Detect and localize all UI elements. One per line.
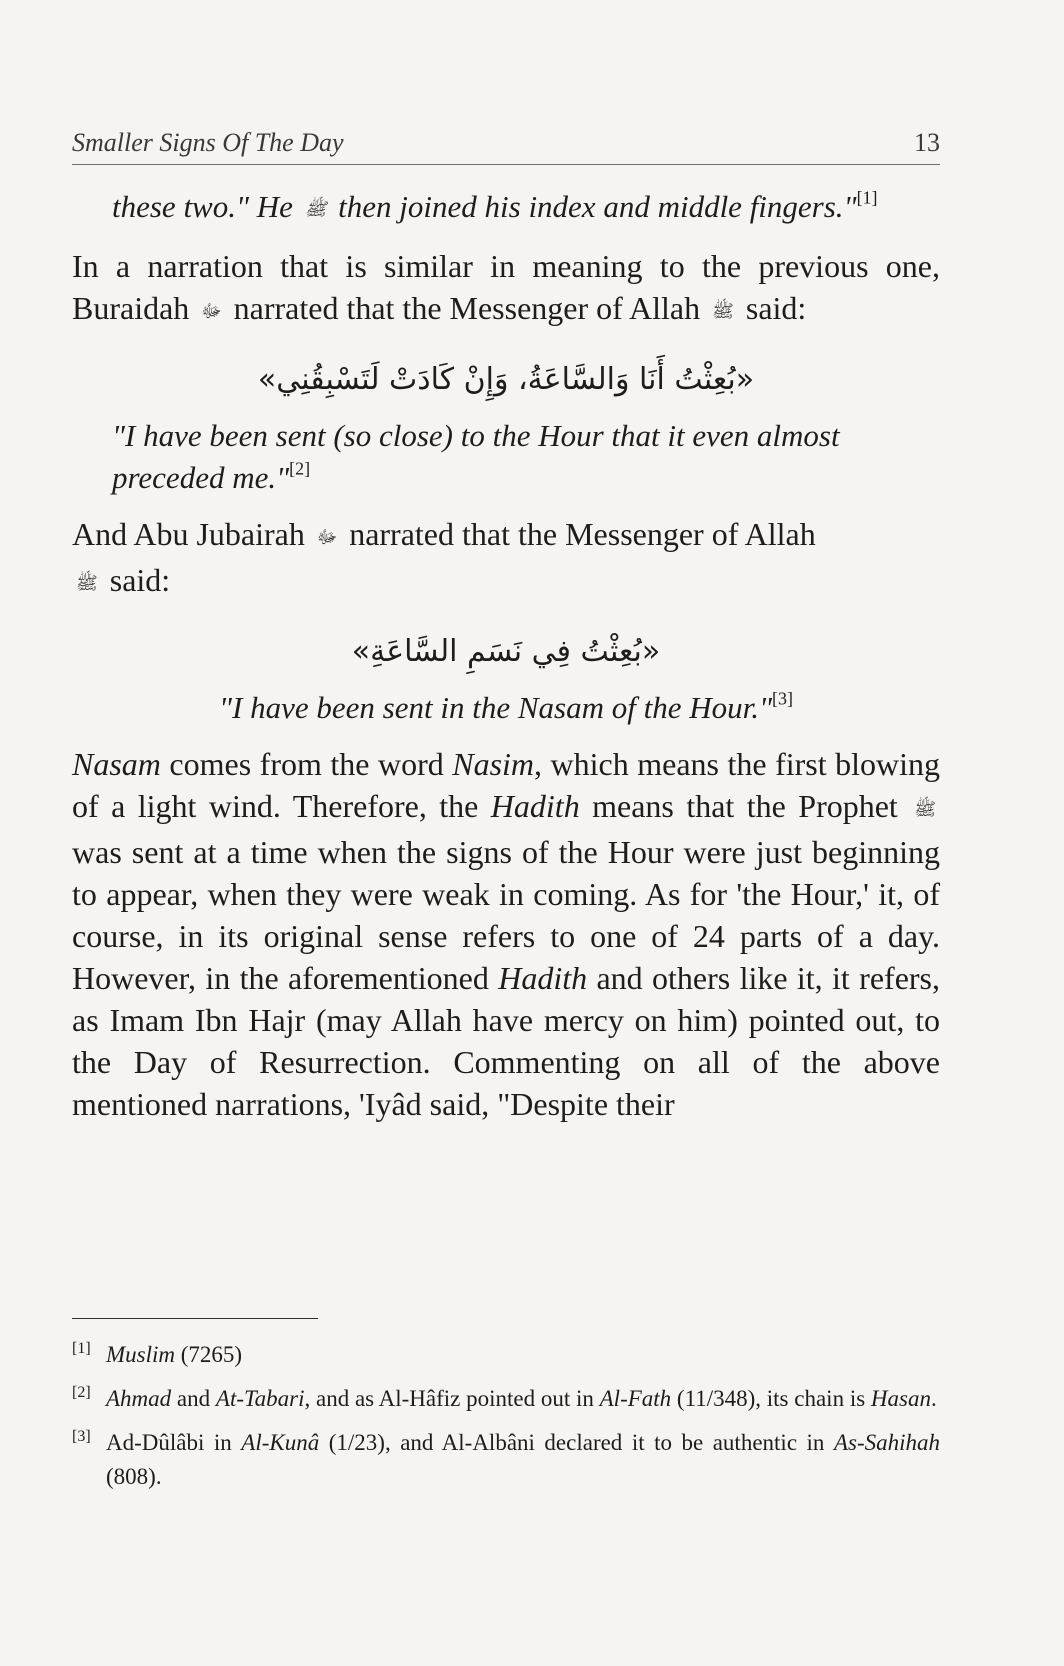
footnote-text: . [930, 1386, 937, 1411]
paragraph-3 [72, 743, 940, 1125]
radi-honorific-icon: ﷻ [316, 527, 338, 548]
salla-honorific-icon: ﷺ [914, 799, 936, 820]
footnote-text: At-Tabari [215, 1386, 305, 1411]
footnote-text: , and as Al-Hâfiz pointed out in [304, 1386, 600, 1411]
salla-honorific-icon: ﷺ [304, 199, 327, 220]
running-header [72, 124, 940, 165]
salla-honorific-icon: ﷺ [76, 573, 98, 594]
quote-1-text-a: these two." He [112, 189, 293, 224]
arabic-hadith-2: «بُعِثْتُ فِي نَسَمِ السَّاعَةِ» [351, 634, 661, 669]
paragraph-2-text-b: narrated that the Messenger of Allah [349, 516, 816, 552]
footnote-text: (11/348), its chain is [671, 1386, 871, 1411]
footnote-divider [72, 1318, 318, 1319]
footnote-text: (1/23), and Al-Albâni declared it to be authentic in [319, 1430, 834, 1455]
page-body [72, 186, 940, 1125]
quote-2-text: "I have been sent (so close) to the Hour that it even almost preceded me." [112, 418, 840, 495]
footnote-text: Al-Fath [599, 1386, 672, 1411]
quote-1 [72, 186, 940, 231]
footnote-text: (7265) [175, 1342, 243, 1367]
arabic-hadith-1: «بُعِثْتُ أَنَا وَالسَّاعَةُ، وَإِنْ كَادَتْ لَتَسْبِقُنِي» [257, 362, 755, 397]
footnote-mark: [2] [72, 1384, 91, 1401]
paragraph-3-text: comes from the word [160, 746, 453, 782]
footnote-2 [72, 1382, 940, 1416]
footnote-text: Ad-Dûlâbi in [106, 1430, 242, 1455]
quote-2 [72, 415, 940, 499]
term-nasim: Nasim [452, 746, 535, 782]
footnote-mark: [1] [72, 1340, 91, 1357]
quote-3 [72, 687, 940, 729]
paragraph-2-text-a: And Abu Jubairah [72, 516, 305, 552]
footnote-ref-3: [3] [772, 688, 793, 709]
quote-1-text-b: then joined his index and middle fingers." [338, 189, 857, 224]
running-title: Smaller Signs Of The Day [72, 128, 344, 157]
term-hadith: Hadith [490, 788, 580, 824]
footnote-1 [72, 1338, 940, 1372]
paragraph-3-text: and others like it, it refers, as Imam Ibn Hajr (may Allah have mercy on him) pointed out, to the Day of Resurrection. Commenting on all of the above mentioned narrations, 'Iyâd said, "Despite their [72, 960, 941, 1122]
page-number: 13 [914, 128, 940, 157]
paragraph-2-text-c: said: [109, 562, 171, 598]
footnote-text: (808). [106, 1464, 162, 1489]
paragraph-1-text-b: narrated that the Messenger of Allah [233, 290, 701, 326]
paragraph-3-text: , which means the first blowing of a light wind. Therefore, the [72, 746, 940, 824]
paragraph-2 [72, 513, 940, 605]
paragraph-1-text-a: In a narration that is similar in meaning to the previous one, Buraidah [72, 248, 940, 326]
footnote-mark: [3] [72, 1428, 91, 1445]
footnote-ref-2: [2] [289, 458, 311, 479]
footnote-text: Muslim [106, 1342, 175, 1367]
salla-honorific-icon: ﷺ [712, 301, 734, 322]
paragraph-1 [72, 245, 940, 333]
footnotes [72, 1338, 940, 1504]
term-nasam: Nasam [72, 746, 161, 782]
paragraph-3-text: was sent at a time when the signs of the Hour were just beginning to appear, when they were weak in coming. As for 'the Hour,' it, of course, in its original sense refers to one of 24 parts of a day. However, in the aforementioned [72, 834, 940, 996]
footnote-text: and [171, 1386, 216, 1411]
paragraph-3-text: means that the Prophet [579, 788, 898, 824]
footnote-text: As-Sahihah [833, 1430, 940, 1455]
term-hadith: Hadith [498, 960, 588, 996]
quote-3-text: "I have been sent in the Nasam of the Hour." [219, 690, 772, 725]
footnote-text: Al-Kunâ [241, 1430, 320, 1455]
footnote-text: Hasan [870, 1386, 931, 1411]
footnote-text: Ahmad [106, 1386, 172, 1411]
radi-honorific-icon: ﷻ [201, 301, 222, 322]
footnote-ref-1: [1] [856, 187, 878, 208]
footnote-3 [72, 1426, 940, 1494]
paragraph-1-text-c: said: [745, 290, 807, 326]
